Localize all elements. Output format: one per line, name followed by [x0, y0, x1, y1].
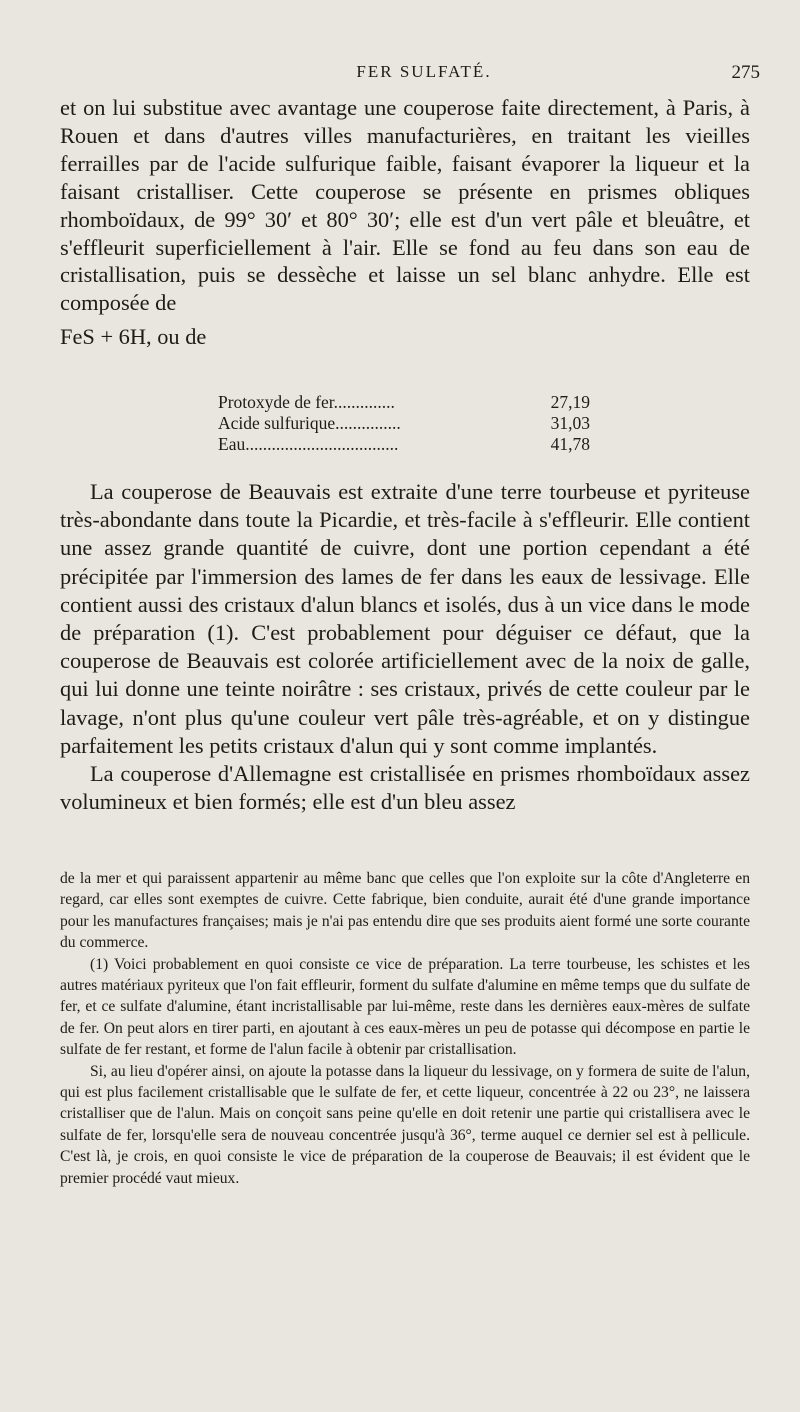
composition-row — [218, 413, 590, 434]
component-value: 41,78 — [550, 434, 590, 454]
paragraph: La couperose d'Allemagne est cristallisée en prismes rhomboïdaux assez volumineux et bien formés; elle est d'un bleu assez — [60, 761, 750, 815]
chemical-formula: FeS + 6H, ou de — [60, 324, 207, 350]
paragraph: La couperose de Beauvais est extraite d'une terre tourbeuse et pyriteuse très-abondante dans toute la Picardie, et très-facile à s'effleurir. Elle contient une assez grande quantité de cuivre, dont une portion cependant a été précipitée par l'immersion des lames de fer dans les eaux de lessivage. Elle contient aussi des cristaux d'alun blancs et isolés, dus à un vice dans le mode de préparation (1). C'est probablement pour déguiser ce défaut, que la couperose de Beauvais est colorée artificiellement avec de la noix de galle, qui lui donne une teinte noirâtre : ses cristaux, privés de cette couleur par le lavage, n'ont plus qu'une couleur vert pâle très-agréable, et on y distingue parfaitement les petits cristaux d'alun qui y sont comme implantés. — [60, 479, 750, 758]
component-name: Acide sulfurique............... — [218, 413, 401, 433]
component-value: 31,03 — [550, 413, 590, 433]
page-header — [88, 62, 760, 92]
component-name: Protoxyde de fer.............. — [218, 392, 395, 412]
footnote: Si, au lieu d'opérer ainsi, on ajoute la potasse dans la liqueur du lessivage, on y formera de suite de l'alun, qui est plus facilement cristallisable que le sulfate de fer, et cette liqueur, concentrée à 22 ou 23°, ne laissera cristalliser que de l'alun. Mais on conçoit sans peine qu'elle en doit retenir une partie qui cristallisera avec le sulfate de fer, lorsqu'elle sera de nouveau concentrée jusqu'à 36°, terme auquel ce dernier sel est à pellicule. C'est là, je crois, en quoi consiste le vice de préparation de la couperose de Beauvais; il est évident que le premier procédé vaut mieux. — [60, 1062, 750, 1187]
composition-row — [218, 392, 590, 413]
footnotes — [60, 868, 750, 1189]
footnote-continuation: de la mer et qui paraissent appartenir au même banc que celles que l'on exploite sur la côte d'Angleterre en regard, car elles sont exemptes de cuivre. Cette fabrique, bien conduite, aurait été d'une grande importance pour les manufactures françaises; mais je n'ai pas entendu dire que ses produits aient formé une sorte courante du commerce. — [60, 870, 750, 952]
paragraph: et on lui substitue avec avantage une couperose faite directement, à Paris, à Rouen et dans d'autres villes manufacturières, en traitant les vieilles ferrailles par de l'acide sulfurique faible, faisant évaporer la liqueur et la faisant cristalliser. Cette couperose se présente en prismes obliques rhomboïdaux, de 99° 30′ et 80° 30′; elle est d'un vert pâle et bleuâtre, et s'effleurit superficiellement à l'air. Elle se fond au feu dans son eau de cristallisation, puis se dessèche et laisse un sel blanc anhydre. Elle est composée de — [60, 95, 750, 316]
page-number: 275 — [731, 62, 760, 83]
component-name: Eau................................... — [218, 434, 399, 454]
running-title: FER SULFATÉ. — [356, 62, 492, 81]
composition-table — [218, 392, 590, 455]
body-text-top — [60, 94, 750, 351]
component-value: 27,19 — [550, 392, 590, 412]
footnote: (1) Voici probablement en quoi consiste ce vice de préparation. La terre tourbeuse, les schistes et les autres matériaux pyriteux que l'on fait effleurir, forment du sulfate d'alumine en même temps que du sulfate de fer, et ce sulfate d'alumine, étant incristallisable par lui-même, reste dans les dernières eaux-mères de sulfate de fer. On peut alors en tirer parti, en ajoutant à ces eaux-mères un peu de potasse qui décompose en partie le sulfate de fer restant, et forme de l'alun facile à obtenir par cristallisation. — [60, 955, 750, 1059]
composition-row — [218, 434, 590, 455]
body-text-main — [60, 478, 750, 816]
